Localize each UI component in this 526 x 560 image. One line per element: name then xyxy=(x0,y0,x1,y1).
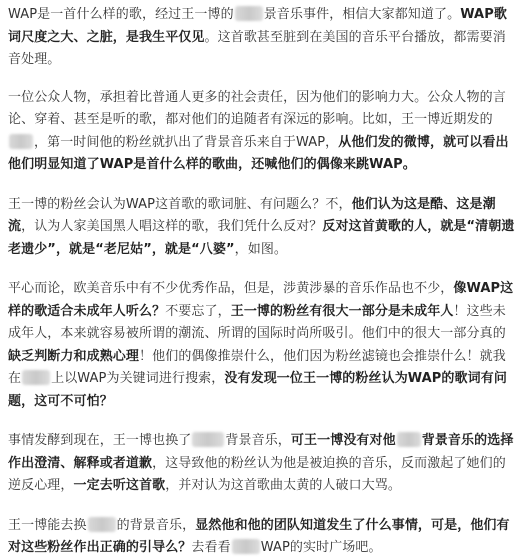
paragraph-3 xyxy=(8,194,518,262)
p5-bold-2: 背景音乐的选择作出澄清、解释或者道歉 xyxy=(8,433,514,471)
p4-bold-3: 缺乏判断力和成熟心理 xyxy=(8,348,140,364)
p4-bold-4: 没有发现一位王一博的粉丝认为WAP的歌词有问题，这可不可怕？ xyxy=(8,371,507,409)
p6-bold-1: 显然他和他的团队知道发生了什么事情，可是，他们有对这些粉丝作出正确的引导么？ xyxy=(8,517,510,555)
redacted-blur xyxy=(9,134,33,149)
p5-bold-1: 可王一博没有对他 xyxy=(290,433,396,448)
p4-text-5: 上以WAP为关键词进行搜索， xyxy=(51,371,225,386)
p6-text-3: 去看看 xyxy=(191,540,231,555)
p4-text-2: 不要忘了， xyxy=(165,303,231,319)
redacted-blur xyxy=(192,432,224,447)
paragraph-1 xyxy=(8,4,518,72)
p1-text-1: WAP是一首什么样的歌，经过王一博的 xyxy=(8,7,234,22)
redacted-blur xyxy=(232,539,260,554)
p4-text-4: ！他们的偶像推崇什么，他们因为粉丝滤镜也会推崇什么！就我在 xyxy=(8,348,506,386)
p6-text-2: 的背景音乐， xyxy=(116,517,196,533)
p2-text-1: 一位公众人物，承担着比普通人更多的社会责任，因为他们的影响力大。公众人物的言论、穿着、甚至是听的歌，都对他们的追随者有深远的影响。比如，王一博近期发的 xyxy=(8,89,506,127)
p2-bold-1: 从他们发的微博，就可以看出他们明显知道了WAP是首什么样的歌曲，还喊他们的偶像来跳WAP。 xyxy=(8,134,509,172)
p3-bold-2: 反对这首黄歌的人，就是“清朝遗老遗少”，就是“老尼姑”，就是“八婆” xyxy=(8,219,515,257)
paragraph-4 xyxy=(8,278,518,413)
paragraph-5 xyxy=(8,430,518,498)
paragraph-6 xyxy=(8,515,518,560)
p4-bold-1: 像WAP这样的歌适合未成年人听么？ xyxy=(8,281,514,319)
p6-text-1: 王一博能去换 xyxy=(8,517,87,533)
p5-text-4: ，并对认为这首歌曲太黄的人破口大骂。 xyxy=(165,478,402,493)
redacted-blur xyxy=(88,517,116,532)
paragraph-2 xyxy=(8,87,518,177)
p5-text-3: ，这导致他的粉丝认为他是被迫换的音乐，反而激起了她们的逆反心理， xyxy=(8,455,506,493)
p5-text-1: 事情发酵到现在，王一博也换了 xyxy=(8,433,192,448)
p5-bold-3: 一定去听这首歌 xyxy=(73,478,166,493)
p4-text-1: 平心而论，欧美音乐中有不少优秀作品，但是，涉黄涉暴的音乐作品也不少， xyxy=(8,281,454,296)
p5-text-2: 背景音乐， xyxy=(225,433,291,448)
p4-text-3: ！这些未成年人，本来就容易被所谓的潮流、所谓的国际时尚所吸引。他们中的很大一部分真的 xyxy=(8,303,506,341)
p2-text-2: ，第一时间他的粉丝就扒出了背景音乐来自于WAP， xyxy=(34,134,339,150)
redacted-blur xyxy=(397,432,421,447)
redacted-blur xyxy=(235,6,263,21)
redacted-blur xyxy=(22,370,50,385)
p3-text-2: ，认为人家美国黑人唱这样的歌，我们凭什么反对？ xyxy=(21,219,323,234)
p3-text-1: 王一博的粉丝会认为WAP这首歌的歌词脏、有问题么？不， xyxy=(8,196,352,212)
p3-bold-1: 他们认为这是酷、这是潮流 xyxy=(8,196,496,234)
p4-bold-2: 王一博的粉丝有很大一部分是未成年人 xyxy=(230,303,454,319)
p1-text-2: 景音乐事件，相信大家都知道了。 xyxy=(263,7,461,22)
p1-text-3: 。这首歌甚至脏到在美国的音乐平台播放，都需要消音处理。 xyxy=(8,29,506,67)
p6-text-4: WAP的实时广场吧。 xyxy=(260,540,382,555)
p1-bold-1: WAP歌词尺度之大、之脏，是我生平仅见 xyxy=(8,7,507,45)
p3-text-3: ，如图。 xyxy=(234,241,288,257)
